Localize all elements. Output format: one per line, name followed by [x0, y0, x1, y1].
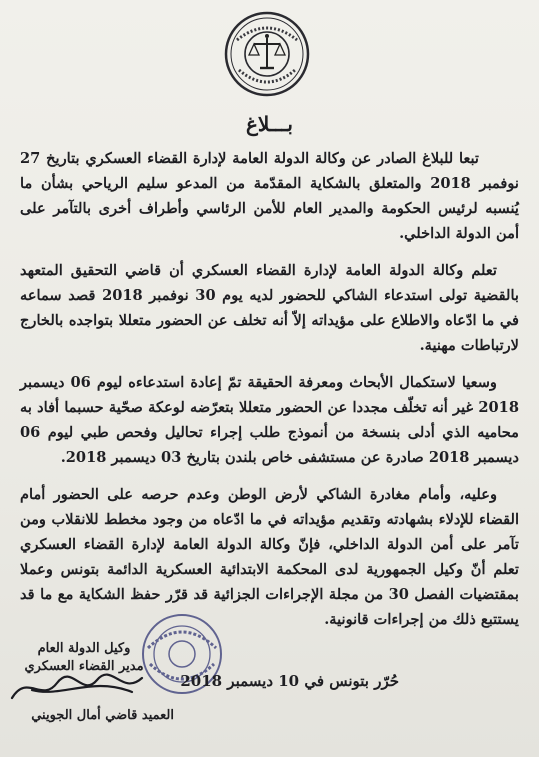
paragraph: وعليه، وأمام مغادرة الشاكي لأرض الوطن وعدم حرصه على الحضور أمام القضاء للإدلاء بشهادته وتقديم مؤيداته في ما ادّعاه من وجود مخطط للانقلاب ومن تآمر على أمن الدولة الداخلي، فإنّ وكالة الدولة العامة لإدارة القضاء العسكري تعلم أنّ وكيل الجمهورية لدى المحكمة الابتدائية العسكرية الدائمة بتونس وعملا بمقتضيات الفصل 30 من مجلة الإجراءات الجزائية قد قرّر حفظ الشكاية مع ما قد يستتبع ذلك من إجراءات قانونية.: [20, 486, 519, 628]
signature-title: وكيل الدولة العام: [37, 641, 131, 656]
paragraph: وسعيا لاستكمال الأبحاث ومعرفة الحقيقة تمّ إعادة استدعاءه ليوم 06 ديسمبر 2018 غير أنه تخلّف مجددا عن الحضور متعللا بتعرّضه لوعكة صحّية حسبما أفاد به محاميه الذي أدلى بنسخة من أنموذج طلب إجراء تحاليل وفحص طبي ليوم 06 ديسمبر 2018 صادرة عن مستشفى خاص بلندن بتاريخ 03 ديسمبر 2018.: [20, 374, 519, 466]
document-body: [20, 146, 519, 644]
handwritten-signature: [2, 668, 162, 708]
scales-of-justice-seal-icon: [223, 10, 311, 98]
date-line: حُرّر بتونس في 10 ديسمبر 2018: [180, 672, 399, 690]
paragraph: تعلم وكالة الدولة العامة لإدارة القضاء العسكري أن قاضي التحقيق المتعهد بالقضية تولى استدعاء الشاكي للحضور لديه يوم 30 نوفمبر 2018 قصد سماعه في ما ادّعاه والاطلاع على مؤيداته إلاّ أنه تخلف عن الحضور متعللا بتواجده بالخارج لارتباطات مهنية.: [20, 262, 519, 354]
paragraph: تبعا للبلاغ الصادر عن وكالة الدولة العامة لإدارة القضاء العسكري بتاريخ 27 نوفمبر 2018 والمتعلق بالشكاية المقدّمة من المدعو سليم الرياحي بشأن ما يُنسبه لرئيس الحكومة والمدير العام للأمن الرئاسي وأطراف أخرى بالتآمر على أمن الدولة الداخلي.: [20, 150, 519, 242]
document-title: بـــلاغ: [245, 112, 293, 136]
signature-subtitle: مدير القضاء العسكري: [24, 659, 144, 674]
signatory-name: العميد قاضي أمال الجويني: [31, 708, 174, 723]
